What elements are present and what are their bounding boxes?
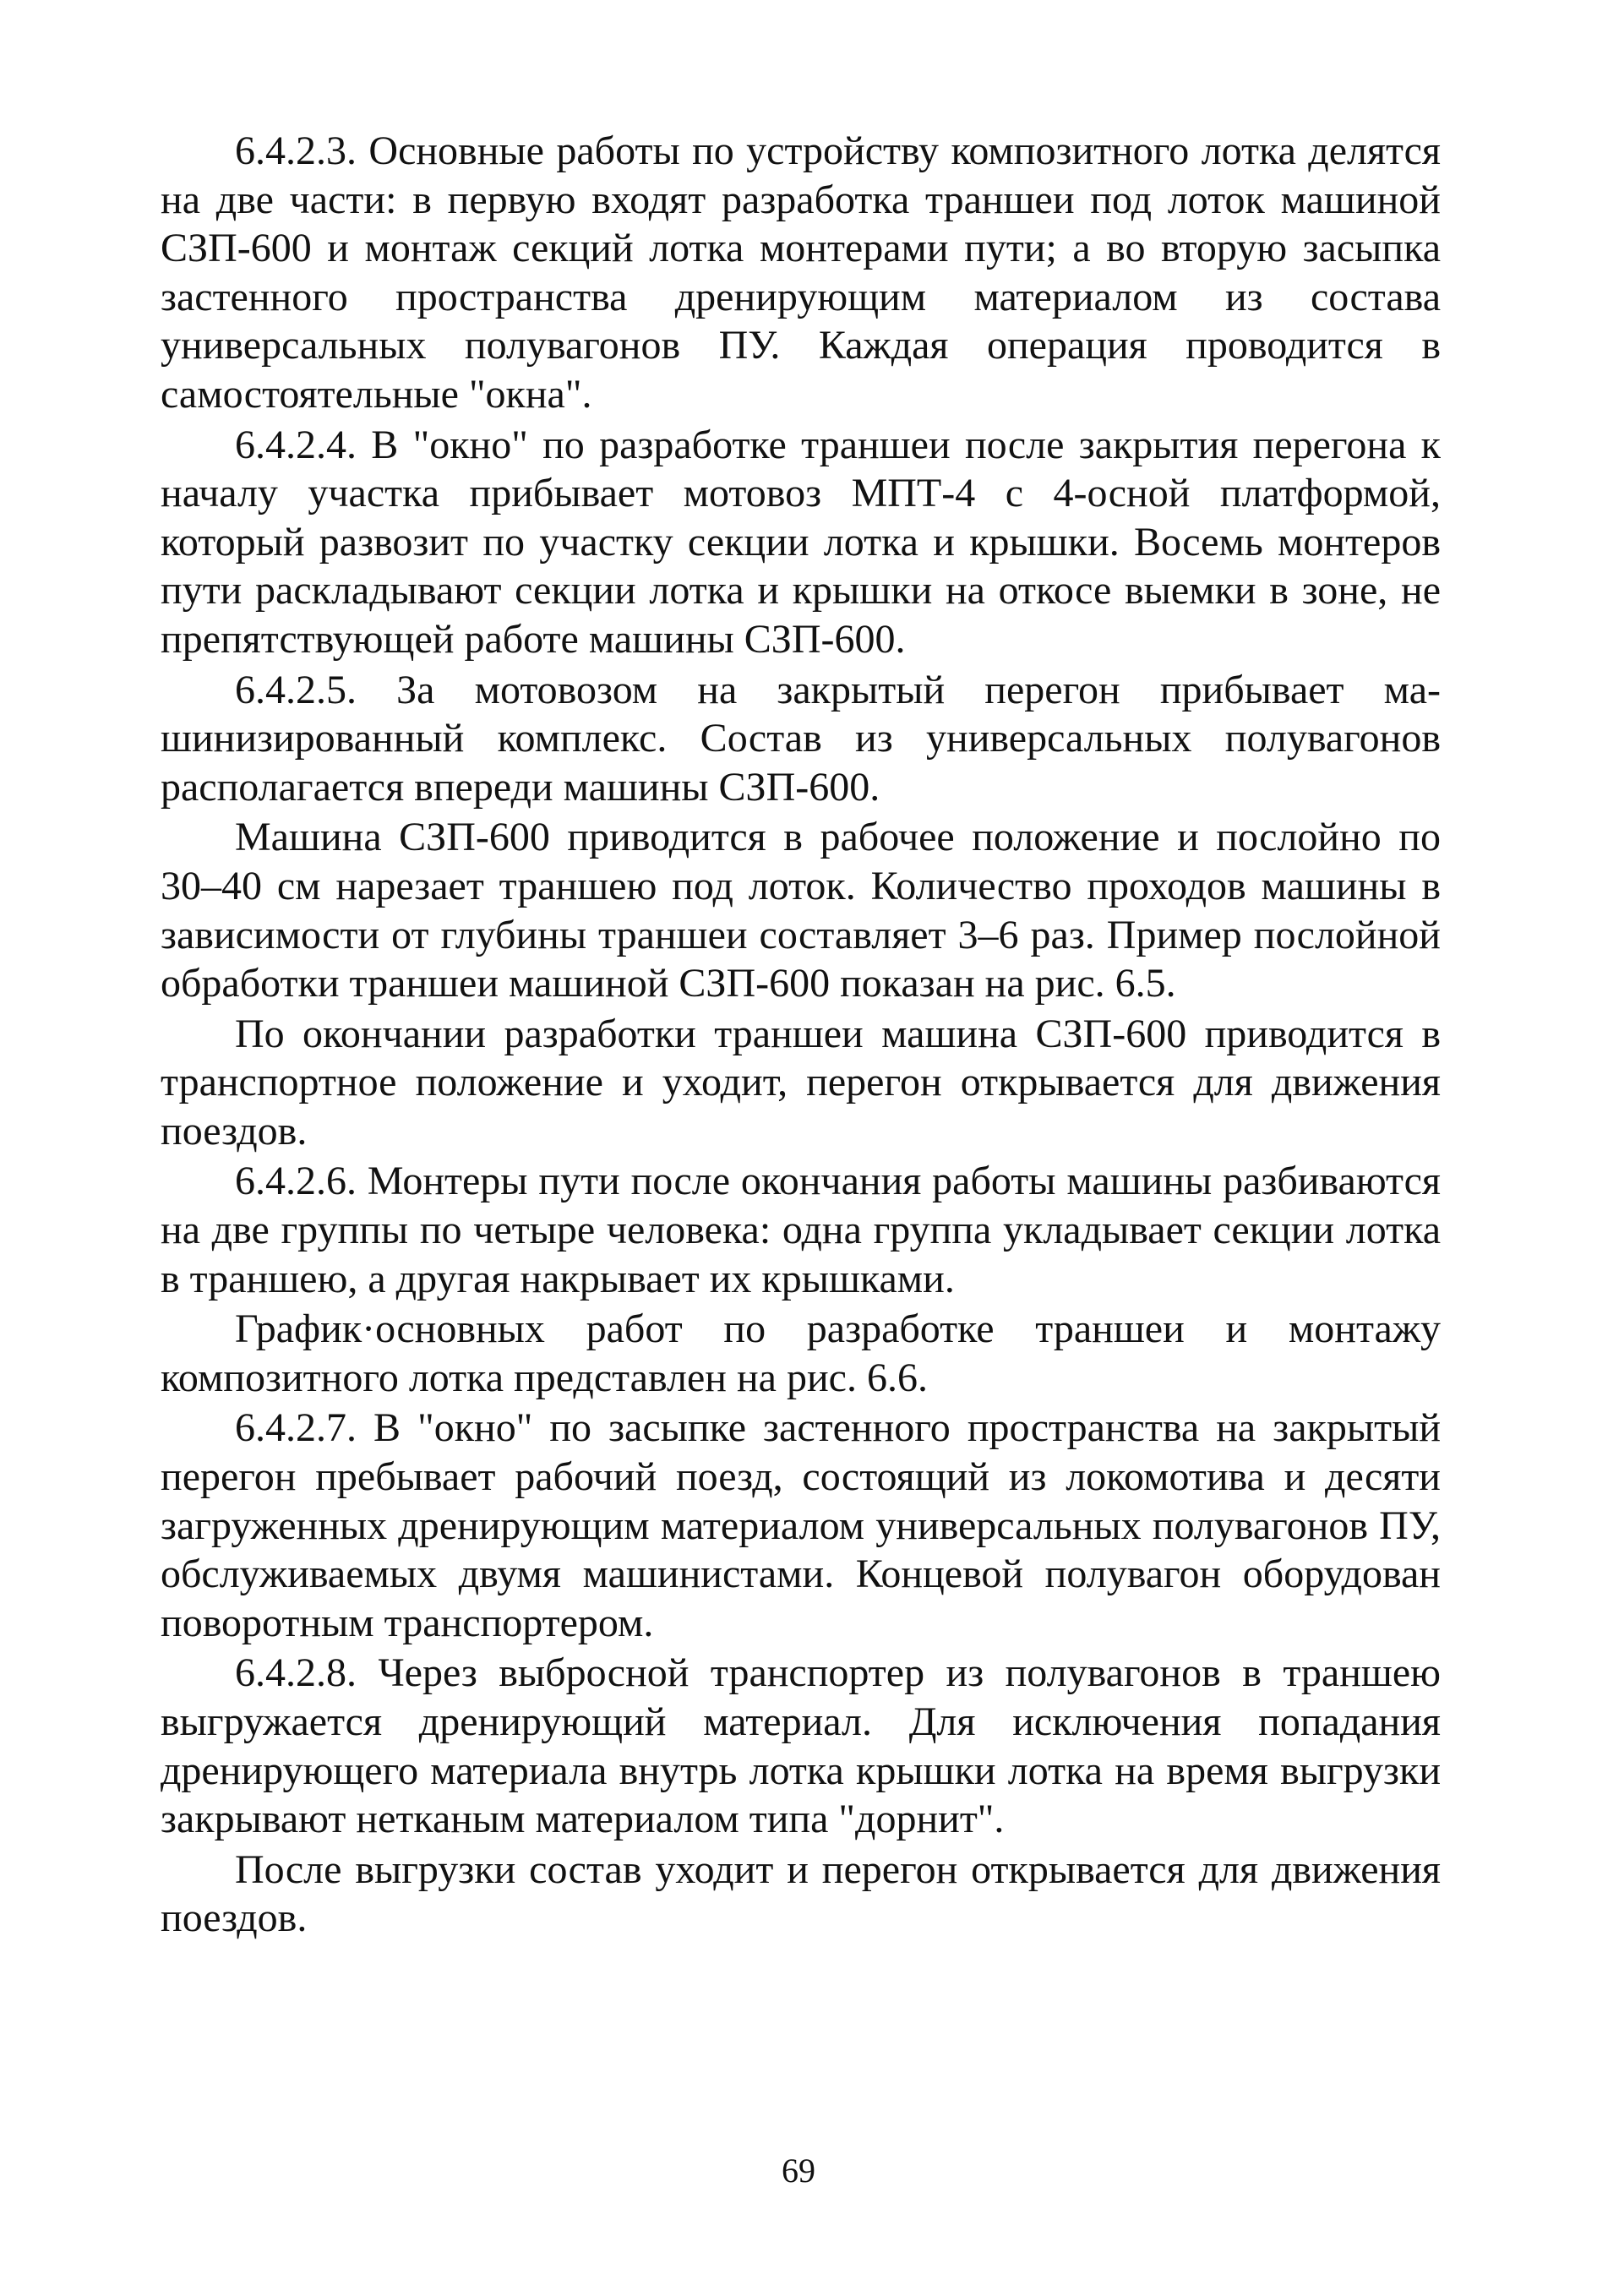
- paragraph-machine-szp-600: Машина СЗП-600 приводится в рабочее положение и послойно по 30–40 см нарезает траншею под лоток. Количество проходов машины в зависимости от глубины траншеи составляет 3–6 раз. Пример послойной обработки траншеи машиной СЗП-600 показан на рис. 6.5.: [161, 815, 1441, 1006]
- paragraph-6-4-2-3: 6.4.2.3. Основные работы по устройству композитного лотка делятся на две части: в первую входят разработка траншеи под лоток машиной СЗП-600 и монтаж секций лотка монтерами пути; а во вторую засыпка застенного пространства дренирующим материалом из состава универсальных полувагонов ПУ. Каждая операция проводится в самостоятельные "окна".: [161, 128, 1441, 417]
- paragraph-after-unloading: После выгрузки состав уходит и перегон открывается для движения поездов.: [161, 1846, 1441, 1941]
- document-page: [161, 127, 1441, 2222]
- paragraph-6-4-2-7: 6.4.2.7. В "окно" по засыпке застенного пространства на закрытый перегон пребывает рабочий поезд, состоящий из локомотива и десяти загруженных дренирующим материалом универсальных полувагонов ПУ, обслуживаемых двумя машинистами. Концевой полувагон оборудован поворотным транспортером.: [161, 1405, 1441, 1645]
- paragraph-6-4-2-8: 6.4.2.8. Через выбросной транспортер из полувагонов в траншею выгружается дренирующий материал. Для исключения попадания дренирующего материала внутрь лотка крышки лотка на время выгрузки закрывают нетканым материалом типа "дорнит".: [161, 1650, 1441, 1842]
- paragraph-6-4-2-4: 6.4.2.4. В "окно" по разработке траншеи после закрытия перегона к началу участка прибывает мотовоз МПТ-4 с 4-осной платформой, который развозит по участку секции лотка и крышки. Восемь монтеров пути раскладывают секции лотка и крышки на откосе выемки в зоне, не препятствующей работе машины СЗП-600.: [161, 422, 1441, 662]
- paragraph-6-4-2-5: 6.4.2.5. За мотовозом на закрытый перегон прибывает машинизированный комплекс. Состав из универсальных полувагонов располагается впереди машины СЗП-600.: [161, 667, 1441, 810]
- paragraph-trench-completion: По окончании разработки траншеи машина СЗП-600 приводится в транспортное положение и уходит, перегон открывается для движения поездов.: [161, 1011, 1441, 1153]
- page-number: 69: [782, 2151, 815, 2190]
- paragraph-6-4-2-6: 6.4.2.6. Монтеры пути после окончания работы машины разбиваются на две группы по четыре человека: одна группа укладывает секции лотка в траншею, а другая накрывает их крышками.: [161, 1159, 1441, 1301]
- paragraph-schedule: График·основных работ по разработке траншеи и монтажу композитного лотка представлен на рис. 6.6.: [161, 1306, 1441, 1400]
